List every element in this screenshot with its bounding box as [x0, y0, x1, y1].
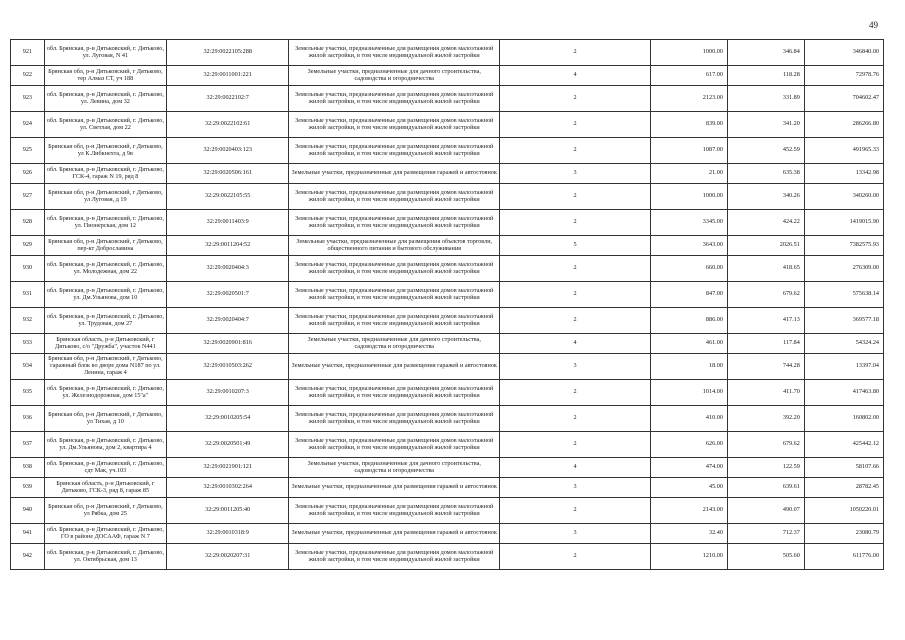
- row-number: 931: [11, 282, 45, 308]
- address-cell: обл. Брянская, р-н Дятьковский, г. Дятьково, ГО в районе ДОСААФ, гараж N 7: [44, 524, 166, 544]
- specific-value-cell: 712.37: [727, 524, 804, 544]
- cadastral-number-cell: 32:29:0010207:3: [167, 380, 289, 406]
- row-number: 934: [11, 354, 45, 380]
- area-cell: 3345.00: [650, 210, 727, 236]
- cadastral-value-cell: 286266.80: [804, 112, 883, 138]
- permitted-use-cell: Земельные участки, предназначенные для размещения домов малоэтажной жилой застройки, в том числе индивидуальной жилой застройки: [289, 40, 500, 66]
- group-number-cell: 2: [500, 432, 651, 458]
- table-row: [11, 458, 884, 478]
- address-cell: Брянская обл, р-н Дятьковский, г Дятьково, гаражный блок во дворе дома N187 по ул. Ленина, гараж 4: [44, 354, 166, 380]
- specific-value-cell: 346.84: [727, 40, 804, 66]
- cadastral-value-cell: 276309.00: [804, 256, 883, 282]
- cadastral-value-cell: 611776.00: [804, 544, 883, 570]
- permitted-use-cell: Земельные участки, предназначенные для размещения домов малоэтажной жилой застройки, в том числе индивидуальной жилой застройки: [289, 432, 500, 458]
- address-cell: Брянская область, р-н Дятьковский, г Дятьково, ГСК-3, ряд 8, гараж 85: [44, 478, 166, 498]
- specific-value-cell: 679.62: [727, 282, 804, 308]
- table-row: [11, 406, 884, 432]
- table-row: [11, 432, 884, 458]
- group-number-cell: 3: [500, 354, 651, 380]
- cadastral-number-cell: 32:29:0022105:288: [167, 40, 289, 66]
- group-number-cell: 2: [500, 40, 651, 66]
- cadastral-value-cell: 491965.33: [804, 138, 883, 164]
- area-cell: 3643.00: [650, 236, 727, 256]
- group-number-cell: 2: [500, 380, 651, 406]
- row-number: 923: [11, 86, 45, 112]
- permitted-use-cell: Земельные участки, предназначенные для размещения домов малоэтажной жилой застройки, в том числе индивидуальной жилой застройки: [289, 282, 500, 308]
- cadastral-number-cell: 32:29:0022102:61: [167, 112, 289, 138]
- address-cell: обл. Брянская, р-н Дятьковский, г. Дятьково, сдт Мак, уч.103: [44, 458, 166, 478]
- group-number-cell: 3: [500, 164, 651, 184]
- row-number: 936: [11, 406, 45, 432]
- cadastral-number-cell: 32:29:0020501:49: [167, 432, 289, 458]
- permitted-use-cell: Земельные участки, предназначенные для размещения домов малоэтажной жилой застройки, в том числе индивидуальной жилой застройки: [289, 112, 500, 138]
- area-cell: 474.00: [650, 458, 727, 478]
- address-cell: обл. Брянская, р-н Дятьковский, г. Дятьково, ул. Октябрьская, дом 13: [44, 544, 166, 570]
- table-row: [11, 380, 884, 406]
- address-cell: Брянская область, р-н Дятьковский, г Дятьково, с/о "Дружба", участок N441: [44, 334, 166, 354]
- cadastral-value-cell: 72978.76: [804, 66, 883, 86]
- group-number-cell: 2: [500, 184, 651, 210]
- area-cell: 18.00: [650, 354, 727, 380]
- group-number-cell: 3: [500, 478, 651, 498]
- cadastral-number-cell: 32:29:0020404:3: [167, 256, 289, 282]
- row-number: 928: [11, 210, 45, 236]
- specific-value-cell: 505.60: [727, 544, 804, 570]
- group-number-cell: 2: [500, 282, 651, 308]
- table-row: [11, 478, 884, 498]
- permitted-use-cell: Земельные участки, предназначенные для размещения гаражей и автостоянок: [289, 478, 500, 498]
- address-cell: обл. Брянская, р-н Дятьковский, г. Дятьково, ул. Железнодорожная, дом 15"а": [44, 380, 166, 406]
- address-cell: обл. Брянская, р-н Дятьковский, г. Дятьково, ул. Дм.Ульянова, дом 2, квартира 4: [44, 432, 166, 458]
- table-row: [11, 210, 884, 236]
- table-body: [11, 40, 884, 570]
- cadastral-number-cell: 32:29:0020404:7: [167, 308, 289, 334]
- row-number: 927: [11, 184, 45, 210]
- row-number: 933: [11, 334, 45, 354]
- group-number-cell: 2: [500, 544, 651, 570]
- permitted-use-cell: Земельные участки, предназначенные для размещения гаражей и автостоянок: [289, 354, 500, 380]
- permitted-use-cell: Земельные участки, предназначенные для размещения домов малоэтажной жилой застройки, в том числе индивидуальной жилой застройки: [289, 406, 500, 432]
- area-cell: 410.00: [650, 406, 727, 432]
- specific-value-cell: 331.89: [727, 86, 804, 112]
- table-row: [11, 524, 884, 544]
- group-number-cell: 4: [500, 458, 651, 478]
- specific-value-cell: 424.22: [727, 210, 804, 236]
- permitted-use-cell: Земельные участки, предназначенные для размещения домов малоэтажной жилой застройки, в том числе индивидуальной жилой застройки: [289, 184, 500, 210]
- cadastral-value-cell: 58107.66: [804, 458, 883, 478]
- specific-value-cell: 2026.51: [727, 236, 804, 256]
- table-row: [11, 138, 884, 164]
- permitted-use-cell: Земельные участки, предназначенные для дачного строительства, садоводства и огородничества: [289, 66, 500, 86]
- row-number: 940: [11, 498, 45, 524]
- area-cell: 886.00: [650, 308, 727, 334]
- cadastral-value-cell: 369577.18: [804, 308, 883, 334]
- cadastral-value-cell: 417463.80: [804, 380, 883, 406]
- cadastral-value-cell: 160802.00: [804, 406, 883, 432]
- cadastral-number-cell: 32:29:0020901:816: [167, 334, 289, 354]
- table-row: [11, 184, 884, 210]
- row-number: 939: [11, 478, 45, 498]
- specific-value-cell: 635.38: [727, 164, 804, 184]
- area-cell: 626.00: [650, 432, 727, 458]
- row-number: 922: [11, 66, 45, 86]
- row-number: 938: [11, 458, 45, 478]
- specific-value-cell: 118.28: [727, 66, 804, 86]
- address-cell: Брянская обл, р-н Дятьковский, г Дятьково, ул Рябка, дом 25: [44, 498, 166, 524]
- permitted-use-cell: Земельные участки, предназначенные для размещения домов малоэтажной жилой застройки, в том числе индивидуальной жилой застройки: [289, 308, 500, 334]
- address-cell: Брянская обл, р-н Дятьковский, г Дятьково, тер Алмаз СТ, уч 188: [44, 66, 166, 86]
- group-number-cell: 2: [500, 138, 651, 164]
- cadastral-value-cell: 7382575.93: [804, 236, 883, 256]
- address-cell: обл. Брянская, р-н Дятьковский, г. Дятьково, ул. Левина, дом 32: [44, 86, 166, 112]
- area-cell: 660.00: [650, 256, 727, 282]
- cadastral-number-cell: 32:29:0022105:55: [167, 184, 289, 210]
- cadastral-number-cell: 32:29:0010302:264: [167, 478, 289, 498]
- table-row: [11, 354, 884, 380]
- address-cell: обл. Брянская, р-н Дятьковский, г. Дятьково, ул. Трудовая, дом 27: [44, 308, 166, 334]
- address-cell: Брянская обл, р-н Дятьковский, г Дятьково, ул Луговая, д 19: [44, 184, 166, 210]
- cadastral-value-cell: 704602.47: [804, 86, 883, 112]
- area-cell: 1000.00: [650, 40, 727, 66]
- cadastral-number-cell: 32:29:0011205:40: [167, 498, 289, 524]
- group-number-cell: 5: [500, 236, 651, 256]
- cadastral-number-cell: 32:29:0011204:52: [167, 236, 289, 256]
- address-cell: обл. Брянская, р-н Дятьковский, г. Дятьково, ул. Пионерская, дом 12: [44, 210, 166, 236]
- area-cell: 45.00: [650, 478, 727, 498]
- specific-value-cell: 117.84: [727, 334, 804, 354]
- cadastral-number-cell: 32:29:0011001:221: [167, 66, 289, 86]
- specific-value-cell: 418.65: [727, 256, 804, 282]
- land-plot-registry-table: [10, 39, 884, 570]
- specific-value-cell: 490.07: [727, 498, 804, 524]
- group-number-cell: 2: [500, 256, 651, 282]
- page-number: 49: [869, 20, 878, 30]
- row-number: 924: [11, 112, 45, 138]
- row-number: 926: [11, 164, 45, 184]
- area-cell: 847.00: [650, 282, 727, 308]
- area-cell: 2143.00: [650, 498, 727, 524]
- cadastral-value-cell: 340260.00: [804, 184, 883, 210]
- row-number: 930: [11, 256, 45, 282]
- specific-value-cell: 744.28: [727, 354, 804, 380]
- row-number: 932: [11, 308, 45, 334]
- specific-value-cell: 417.13: [727, 308, 804, 334]
- address-cell: Брянская обл, р-н Дятьковский, г Дятьково, ул К.Либкнехта, д 9в: [44, 138, 166, 164]
- address-cell: Брянская обл, р-н Дятьковский, г Дятьково, ул Тихая, д 10: [44, 406, 166, 432]
- area-cell: 32.40: [650, 524, 727, 544]
- address-cell: обл. Брянская, р-н Дятьковский, г. Дятьково, ул. Дм.Ульянова, дом 10: [44, 282, 166, 308]
- cadastral-number-cell: 32:29:0010318:9: [167, 524, 289, 544]
- address-cell: обл. Брянская, р-н Дятьковский, г. Дятьково, ул. Молодежная, дом 22: [44, 256, 166, 282]
- group-number-cell: 2: [500, 86, 651, 112]
- permitted-use-cell: Земельные участки, предназначенные для размещения домов малоэтажной жилой застройки, в том числе индивидуальной жилой застройки: [289, 86, 500, 112]
- cadastral-value-cell: 54324.24: [804, 334, 883, 354]
- area-cell: 617.00: [650, 66, 727, 86]
- specific-value-cell: 392.20: [727, 406, 804, 432]
- cadastral-number-cell: 32:29:0020506:161: [167, 164, 289, 184]
- cadastral-value-cell: 425442.12: [804, 432, 883, 458]
- table-row: [11, 236, 884, 256]
- specific-value-cell: 679.62: [727, 432, 804, 458]
- area-cell: 1210.00: [650, 544, 727, 570]
- group-number-cell: 2: [500, 210, 651, 236]
- permitted-use-cell: Земельные участки, предназначенные для размещения домов малоэтажной жилой застройки, в том числе индивидуальной жилой застройки: [289, 544, 500, 570]
- permitted-use-cell: Земельные участки, предназначенные для размещения домов малоэтажной жилой застройки, в том числе индивидуальной жилой застройки: [289, 210, 500, 236]
- table-row: [11, 86, 884, 112]
- row-number: 937: [11, 432, 45, 458]
- cadastral-value-cell: 23080.79: [804, 524, 883, 544]
- cadastral-number-cell: 32:29:0010503:262: [167, 354, 289, 380]
- area-cell: 1014.00: [650, 380, 727, 406]
- table-row: [11, 164, 884, 184]
- table-row: [11, 282, 884, 308]
- group-number-cell: 4: [500, 334, 651, 354]
- address-cell: Брянская обл, р-н Дятьковский, г Дятьково, пер-кт Доброславина: [44, 236, 166, 256]
- table-row: [11, 544, 884, 570]
- group-number-cell: 3: [500, 524, 651, 544]
- permitted-use-cell: Земельные участки, предназначенные для размещения объектов торговли, общественного питания и бытового обслуживания: [289, 236, 500, 256]
- permitted-use-cell: Земельные участки, предназначенные для размещения домов малоэтажной жилой застройки, в том числе индивидуальной жилой застройки: [289, 256, 500, 282]
- specific-value-cell: 411.70: [727, 380, 804, 406]
- cadastral-number-cell: 32:29:0020501:7: [167, 282, 289, 308]
- cadastral-value-cell: 1050220.01: [804, 498, 883, 524]
- cadastral-value-cell: 13342.98: [804, 164, 883, 184]
- specific-value-cell: 340.26: [727, 184, 804, 210]
- cadastral-value-cell: 13397.04: [804, 354, 883, 380]
- area-cell: 21.00: [650, 164, 727, 184]
- cadastral-value-cell: 28782.45: [804, 478, 883, 498]
- table-row: [11, 334, 884, 354]
- group-number-cell: 2: [500, 112, 651, 138]
- cadastral-number-cell: 32:29:0010205:54: [167, 406, 289, 432]
- cadastral-number-cell: 32:29:0021901:121: [167, 458, 289, 478]
- table-row: [11, 66, 884, 86]
- area-cell: 2123.00: [650, 86, 727, 112]
- cadastral-value-cell: 346840.00: [804, 40, 883, 66]
- permitted-use-cell: Земельные участки, предназначенные для размещения домов малоэтажной жилой застройки, в том числе индивидуальной жилой застройки: [289, 138, 500, 164]
- permitted-use-cell: Земельные участки, предназначенные для размещения гаражей и автостоянок: [289, 164, 500, 184]
- group-number-cell: 4: [500, 66, 651, 86]
- row-number: 941: [11, 524, 45, 544]
- group-number-cell: 2: [500, 308, 651, 334]
- row-number: 921: [11, 40, 45, 66]
- row-number: 935: [11, 380, 45, 406]
- area-cell: 1087.00: [650, 138, 727, 164]
- group-number-cell: 2: [500, 406, 651, 432]
- specific-value-cell: 452.59: [727, 138, 804, 164]
- permitted-use-cell: Земельные участки, предназначенные для дачного строительства, садоводства и огородничества: [289, 334, 500, 354]
- cadastral-number-cell: 32:29:0022102:7: [167, 86, 289, 112]
- table-row: [11, 40, 884, 66]
- table-row: [11, 256, 884, 282]
- cadastral-number-cell: 32:29:0011403:9: [167, 210, 289, 236]
- table-row: [11, 308, 884, 334]
- row-number: 925: [11, 138, 45, 164]
- address-cell: обл. Брянская, р-н Дятьковский, г. Дятьково, ул. Луговая, N 41: [44, 40, 166, 66]
- specific-value-cell: 639.61: [727, 478, 804, 498]
- group-number-cell: 2: [500, 498, 651, 524]
- cadastral-number-cell: 32:29:0020207:31: [167, 544, 289, 570]
- area-cell: 839.00: [650, 112, 727, 138]
- address-cell: обл. Брянская, р-н Дятьковский, г. Дятьково, ул. Светлая, дом 22: [44, 112, 166, 138]
- cadastral-value-cell: 575638.14: [804, 282, 883, 308]
- cadastral-value-cell: 1419015.90: [804, 210, 883, 236]
- specific-value-cell: 122.59: [727, 458, 804, 478]
- permitted-use-cell: Земельные участки, предназначенные для дачного строительства, садоводства и огородничества: [289, 458, 500, 478]
- permitted-use-cell: Земельные участки, предназначенные для размещения гаражей и автостоянок: [289, 524, 500, 544]
- permitted-use-cell: Земельные участки, предназначенные для размещения домов малоэтажной жилой застройки, в том числе индивидуальной жилой застройки: [289, 380, 500, 406]
- cadastral-number-cell: 32:29:0020403:123: [167, 138, 289, 164]
- permitted-use-cell: Земельные участки, предназначенные для размещения домов малоэтажной жилой застройки, в том числе индивидуальной жилой застройки: [289, 498, 500, 524]
- row-number: 929: [11, 236, 45, 256]
- table-row: [11, 498, 884, 524]
- table-row: [11, 112, 884, 138]
- area-cell: 1000.00: [650, 184, 727, 210]
- row-number: 942: [11, 544, 45, 570]
- area-cell: 461.00: [650, 334, 727, 354]
- address-cell: обл. Брянская, р-н Дятьковский, г. Дятьково, ГСК-4, гараж N 19, ряд 8: [44, 164, 166, 184]
- specific-value-cell: 341.20: [727, 112, 804, 138]
